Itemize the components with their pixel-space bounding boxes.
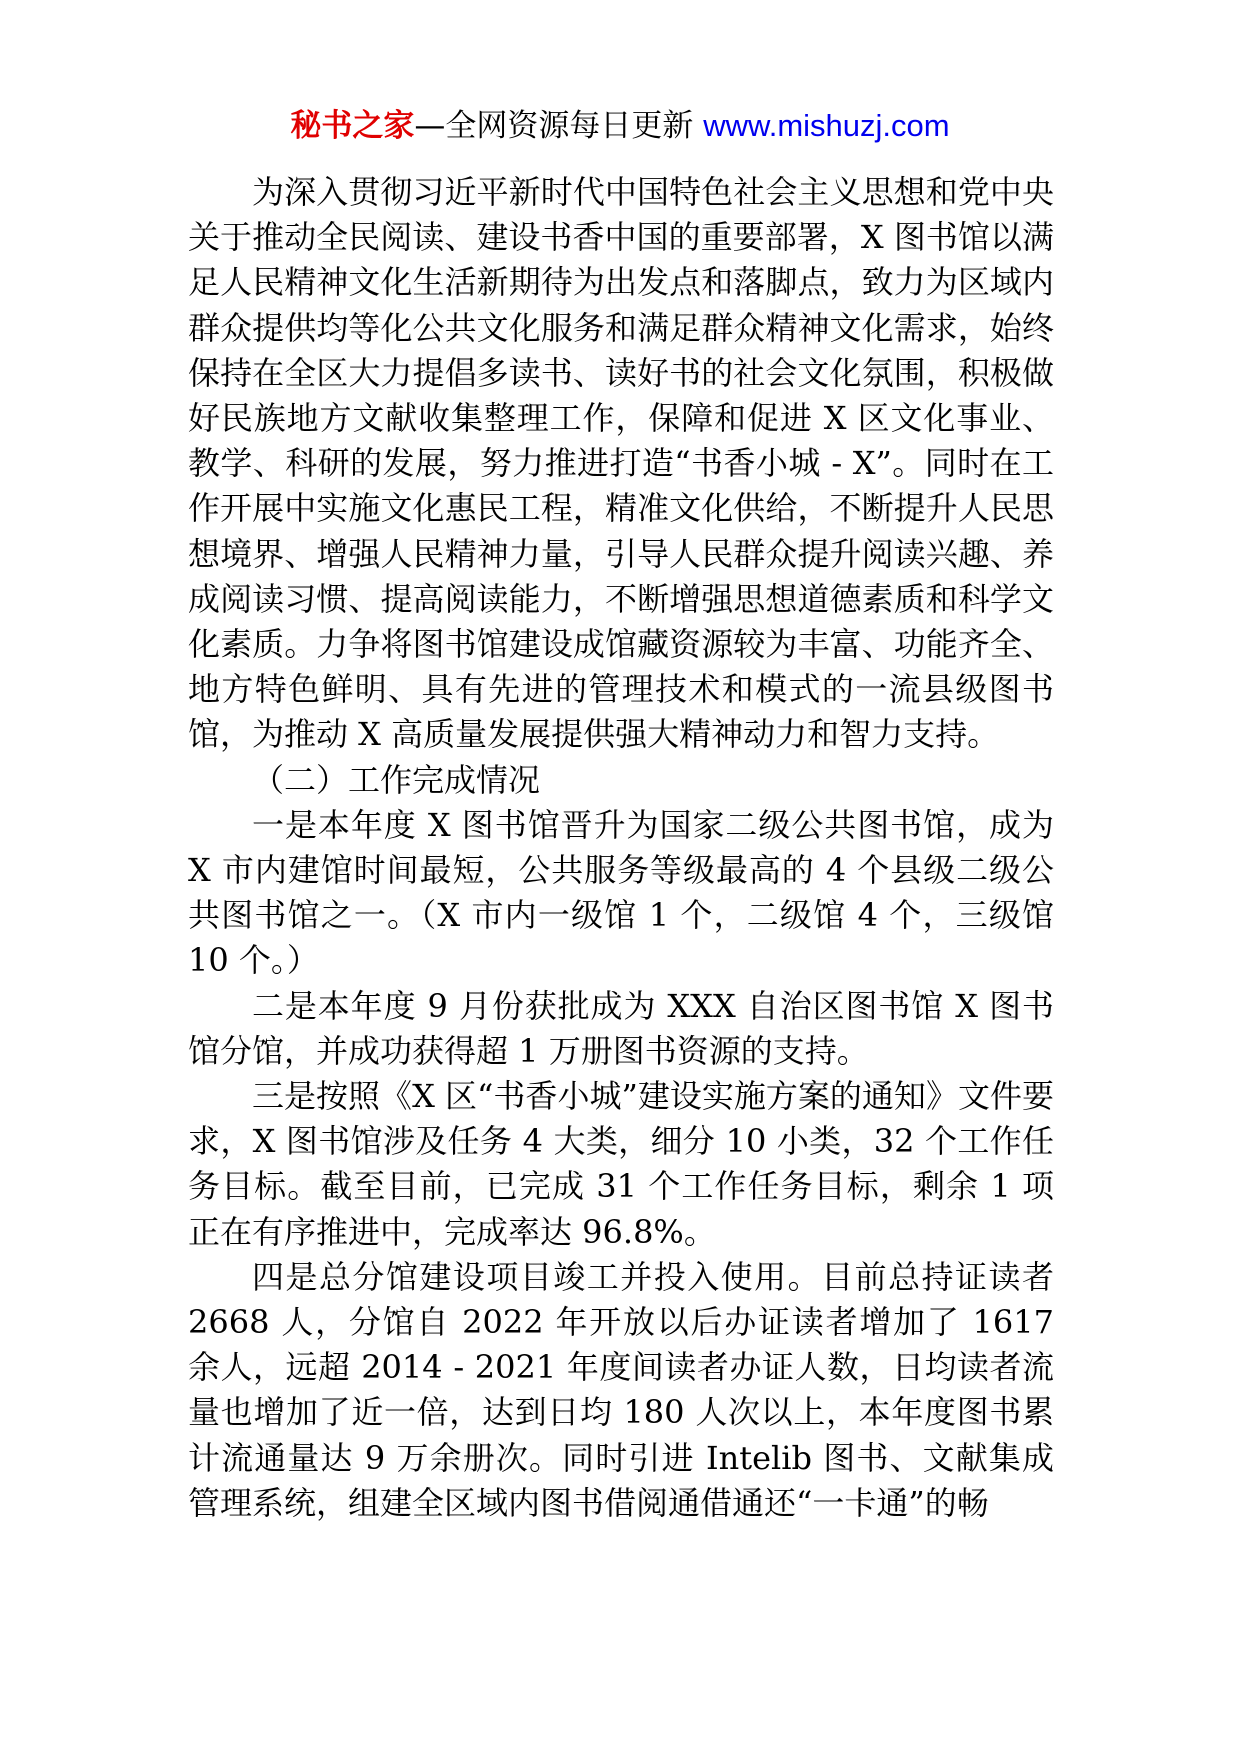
site-link[interactable]: www.mishuzj.com [703,108,950,143]
page-header [0,104,1240,148]
paragraph-item-2: 二是本年度 9 月份获批成为 XXX 自治区图书馆 X 图书馆分馆，并成功获得超 1 万册图书资源的支持。 [188,986,1054,1070]
paragraph-intro: 为深入贯彻习近平新时代中国特色社会主义思想和党中央关于推动全民阅读、建设书香中国的重要部署，X 图书馆以满足人民精神文化生活新期待为出发点和落脚点，致力为区域内群众提供均等化公共文化服务和满足群众精神文化需求，始终保持在全区大力提倡多读书、读好书的社会文化氛围，积极做好民族地方文献收集整理工作，保障和促进 X 区文化事业、教学、科研的发展，努力推进打造“书香小城 - X”。同时在工作开展中实施文化惠民工程，精准文化供给，不断提升人民思想境界、增强人民精神力量，引导人民群众提升阅读兴趣、养成阅读习惯、提高阅读能力，不断增强思想道德素质和科学文化素质。力争将图书馆建设成馆藏资源较为丰富、功能齐全、地方特色鲜明、具有先进的管理技术和模式的一流县级图书馆，为推动 X 高质量发展提供强大精神动力和智力支持。 [188,173,1054,754]
brand-name: 秘书之家 [290,108,415,144]
section-heading: （二）工作完成情况 [252,760,541,799]
paragraph-item-3: 三是按照《X 区“书香小城”建设实施方案的通知》文件要求，X 图书馆涉及任务 4 大类，细分 10 小类，32 个工作任务目标。截至目前，已完成 31 个工作任务目标，剩余 1 项正在有序推进中，完成率达 96.8%。 [188,1077,1054,1251]
document-body [188,170,1054,1526]
header-tagline: —全网资源每日更新 [414,108,694,144]
paragraph-item-4: 四是总分馆建设项目竣工并投入使用。目前总持证读者 2668 人，分馆自 2022 年开放以后办证读者增加了 1617 余人，远超 2014 - 2021 年度间读者办证人数，日均读者流量也增加了近一倍，达到日均 180 人次以上，本年度图书累计流通量达 9 万余册次。同时引进 Intelib 图书、文献集成管理系统，组建全区域内图书借阅通借通还“一卡通”的畅 [188,1257,1054,1522]
paragraph-item-1: 一是本年度 X 图书馆晋升为国家二级公共图书馆，成为 X 市内建馆时间最短，公共服务等级最高的 4 个县级二级公共图书馆之一。（X 市内一级馆 1 个，二级馆 4 个，三级馆 10 个。） [188,805,1054,980]
